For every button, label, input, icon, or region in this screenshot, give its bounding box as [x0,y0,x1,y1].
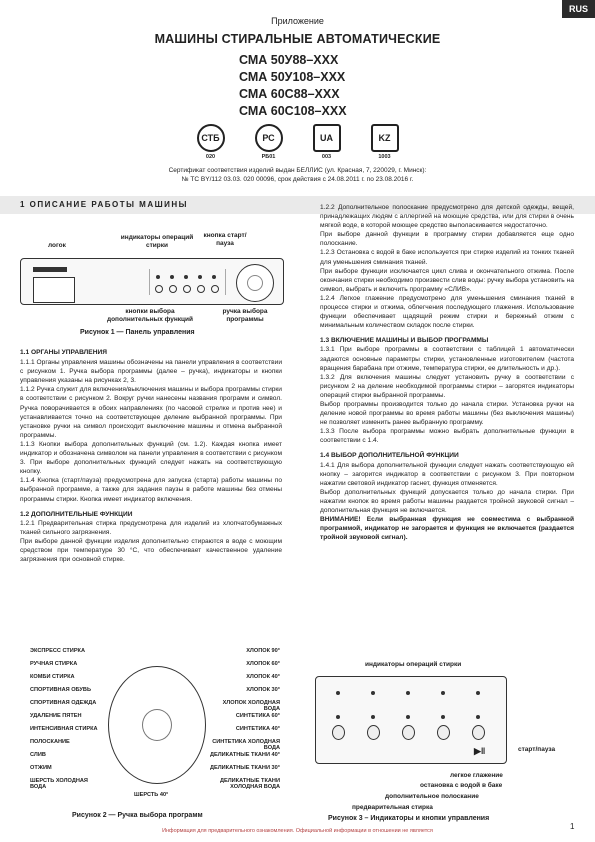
fig2-caption: Рисунок 2 — Ручка выбора программ [72,812,203,819]
program-label: ОТЖИМ [30,765,52,771]
para-1-4-1: 1.4.1 Для выбора дополнительной функции следует нажать соответствующую ей кнопку – загорится индикатор в соответствии с рисунком 3. При повторном нажатии световой индикатор гаснет, функция отменяется. [320,461,574,487]
cert-mark-3: UA 003 [313,124,341,160]
program-knob-inner [247,275,263,291]
program-label: ХЛОПОК 90° [246,648,280,654]
program-label: ДЕЛИКАТНЫЕ ТКАНИ 40° [210,752,280,758]
indicator-led [212,275,216,279]
program-label: УДАЛЕНИЕ ПЯТЕН [30,713,82,719]
heading-1-1: 1.1 ОРГАНЫ УПРАВЛЕНИЯ [20,349,107,356]
option-button[interactable] [197,285,205,293]
fig3-label-easyiron: легкое глажение [450,772,503,779]
program-dial[interactable] [108,666,206,784]
program-label: ЭКСПРЕСС СТИРКА [30,648,85,654]
program-label: ХЛОПОК 60° [246,661,280,667]
cert-mark-2: РС РБ01 [255,124,283,160]
para-1-2-1: 1.2.1 Предварительная стирка предусмотрена для изделий из хлопчатобумажных тканей сильного загрязнения. [20,519,282,536]
program-label: СПОРТИВНАЯ ОДЕЖДА [30,700,97,706]
para-1-3-3: 1.3.3 После выбора программы можно выбрать дополнительные функции в соответствии с 1.4. [320,428,574,445]
eac-icon: СТБ [197,124,225,152]
panel-indicator-area [149,269,226,295]
ua-cert-icon: UA [313,124,341,152]
button-led [441,715,445,719]
fig1-label-startpause: кнопка старт/пауза [203,232,247,247]
fig1-label-buttons: кнопки выбора дополнительных функций [106,308,194,323]
fig1-caption: Рисунок 1 — Панель управления [80,329,195,336]
program-label: ИНТЕНСИВНАЯ СТИРКА [30,726,98,732]
fig3-label-top: индикаторы операций стирки [365,661,462,668]
detergent-drawer[interactable] [33,277,75,303]
para-1-2-3: 1.2.3 Остановка с водой в баке используется при стирке изделий из тонких тканей для уменьшения сминания тканей. [320,249,574,266]
para-1-2-4: 1.2.4 Легкое глажение предусмотрено для уменьшения сминания тканей в процессе стирки и отжима, облегчения последующего глажения. Использование функции обеспечивает щадящий режим стирки и бережный отжим с минимальным количеством складок после стирки. [320,294,574,330]
cert-line-2: № ТС BY/112 03.03. 020 00096, срок действия с 24.08.2011 г. по 23.08.2016 г. [181,176,414,183]
model-1: СМА 50У88–ХХХ [239,53,339,67]
button-led [371,715,375,719]
page-title: МАШИНЫ СТИРАЛЬНЫЕ АВТОМАТИЧЕСКИЕ [154,32,441,46]
program-label: ДЕЛИКАТНЫЕ ТКАНИ 30° [210,765,280,771]
program-label: ХЛОПОК 40° [246,674,280,680]
para-1-1-2: 1.1.2 Ручка служит для включения/выключения машины и выбора программы стирки в соответствии с рисунком 2. Вокруг ручки нанесены названия программ и символ. Ручка поворачивается в обоих направлениях (по часовой стрелке и против нее) и устанавливается точно на соответствующее деление выбранной программы. При установке ручки на символ происходит выключение машины и отмена выбранной программы. [20,386,282,439]
para-1-2-3b: При выборе функции исключается цикл слива и окончательного отжима. После окончания стирки необходимо произвести слив воды: ручку выбора установить на символ, выбрать и включить программу «СЛИВ». [320,267,574,293]
para-1-1-1: 1.1.1 Органы управления машины обозначены на панели управления в соответствии с рисунком 1. Ручка выбора программы (далее – ручка), индикаторы и кнопки управления указаны на рисунках 2, 3. [20,359,282,385]
model-2: СМА 50У108–ХХХ [239,70,346,84]
model-list [239,52,347,120]
program-dial-center [142,709,172,741]
program-label: СЛИВ [30,752,46,758]
indicator-led [198,275,202,279]
para-1-1-3: 1.1.3 Кнопки выбора дополнительных функций (см. 1.2). Каждая кнопка имеет индикатор и обозначена символом на панели управления в соответствии с рисунком 3. При выборе дополнительных функций следует нажать на соответствующую кнопку. [20,440,282,476]
brand-logo [33,267,67,272]
indicator-led [441,691,445,695]
language-tag: RUS [562,0,595,18]
right-column-text [320,203,574,542]
pct-icon: РС [255,124,283,152]
cert-mark-1: СТБ 020 [197,124,225,160]
option-button[interactable] [183,285,191,293]
indicator-led [476,691,480,695]
program-label: РУЧНАЯ СТИРКА [30,661,78,667]
cert-line-1: Сертификат соответствия изделий выдан БЕЛЛИС (ул. Красная, 7, 220029, г. Минск): [168,167,427,174]
start-pause-button[interactable] [211,285,219,293]
program-label: ХЛОПОК ХОЛОДНАЯ ВОДА [222,700,280,712]
fig1-label-indicators: индикаторы операций стирки [120,234,194,249]
program-label: ДЕЛИКАТНЫЕ ТКАНИ ХОЛОДНАЯ ВОДА [220,778,280,790]
program-label: КОМБИ СТИРКА [30,674,75,680]
indicator-panel [315,676,507,764]
page-number: 1 [570,822,575,831]
option-button[interactable] [155,285,163,293]
program-label: СПОРТИВНАЯ ОБУВЬ [30,687,91,693]
indicator-led [170,275,174,279]
model-4: СМА 60С108–ХХХ [239,104,347,118]
indicator-led [156,275,160,279]
program-label: СИНТЕТИКА ХОЛОДНАЯ ВОДА [212,739,280,751]
button-led [476,715,480,719]
kz-cert-icon: KZ [371,124,399,152]
para-1-3-2: 1.3.2 Для включения машины следует установить ручку в соответствии с рисунком 2 на деление необходимой программы стирки – загорятся индикаторы операций стирки выбранной программы. [320,373,574,399]
play-pause-icon: ▶‖ [474,746,486,756]
start-pause-button[interactable] [472,725,485,740]
extra-rinse-button[interactable] [367,725,380,740]
indicator-led [406,691,410,695]
option-button[interactable] [169,285,177,293]
heading-1-4: 1.4 ВЫБОР ДОПОЛНИТЕЛЬНОЙ ФУНКЦИИ [320,452,459,460]
para-1-3-2b: Выбор программы производится только до начала стирки. Установка ручки на деление новой программы во время работы машины (без выключения машины) не позволяет изменить ранее выбранную программу. [320,400,574,427]
para-1-2-1b: При выборе данной функции изделия дополнительно стираются в воде с моющим средством при температуре 30 °С, что обеспечивает качественное удаление загрязнения при основной стирке. [20,537,282,564]
certification-marks [0,124,595,160]
button-led [336,715,340,719]
heading-1-2: 1.2 ДОПОЛНИТЕЛЬНЫЕ ФУНКЦИИ [20,510,133,518]
program-label: ХЛОПОК 30° [246,687,280,693]
fig1-label-logo: логок [48,242,66,249]
para-1-1-4: 1.1.4 Кнопка (старт/пауза) предусмотрена для запуска (старта) работы машины по выбранной программе, а также для задания паузы в работе машины без отмены программы стирки. Кнопка имеет индикатор включения. [20,477,282,503]
fig3-label-rinse: дополнительное полоскание [385,793,479,800]
prewash-button[interactable] [332,725,345,740]
para-1-2-2: 1.2.2 Дополнительное полоскание предусмотрено для детской одежды, вещей, принадлежащих людям с аллергией на моющие средства, или для стирки в очень мягкой воде, в которой моющее средство выполаскивается недостаточно. [320,204,574,230]
cert-mark-4: KZ 1003 [371,124,399,160]
model-3: СМА 60С88–ХХХ [239,87,340,101]
left-column-text [20,348,282,564]
fig3-label-startpause: старт/пауза [518,746,556,753]
program-label: СИНТЕТИКА 40° [235,726,280,732]
heading-1-3: 1.3 ВКЛЮЧЕНИЕ МАШИНЫ И ВЫБОР ПРОГРАММЫ [320,337,489,345]
para-1-2-2b: При выборе данной функции в программу стирки добавляется еще одно полоскание. [320,231,574,248]
fig3-label-prewash: предварительная стирка [352,804,433,811]
para-1-3-1: 1.3.1 При выборе программы в соответствии с таблицей 1 автоматически задаются основные параметры стирки, установленные изготовителем (частота вращения барабана при отжиме, температура стирки, ее длительность и др.). [320,346,574,372]
button-led [406,715,410,719]
section-title: 1 ОПИСАНИЕ РАБОТЫ МАШИНЫ [20,200,188,209]
footer-note: Информация для предварительного ознакомления. Официальной информации в отношении не является [162,828,433,834]
para-1-4-1b: Выбор дополнительных функций допускается только до начала стирки. При нажатии кнопок во время работы машины раздается тройной звуковой сигнал – дополнительная функция не включается. [320,488,574,514]
program-dial-figure [30,648,280,808]
program-label: ШЕРСТЬ ХОЛОДНАЯ ВОДА [30,778,88,790]
fig1-label-knob: ручка выбора программы [222,308,268,323]
fig3-caption: Рисунок 3 – Индикаторы и кнопки управления [328,815,490,822]
warning-text: ВНИМАНИЕ! Если выбранная функция не совместима с выбранной программой, индикатор не загорается и функция не включается (раздается тройной звуковой сигнал). [320,516,574,542]
easy-iron-button[interactable] [437,725,450,740]
dial-bottom-label: ШЕРСТЬ 40° [134,792,169,798]
indicator-led [371,691,375,695]
program-label: СИНТЕТИКА 60° [235,713,280,719]
stop-with-water-button[interactable] [402,725,415,740]
control-panel [20,258,284,305]
program-knob[interactable] [236,264,274,302]
indicator-led [184,275,188,279]
program-label: ПОЛОСКАНИЕ [30,739,70,745]
fig3-label-stopwater: остановка с водой в баке [420,782,503,789]
indicator-led [336,691,340,695]
appendix-label: Приложение [271,16,324,26]
